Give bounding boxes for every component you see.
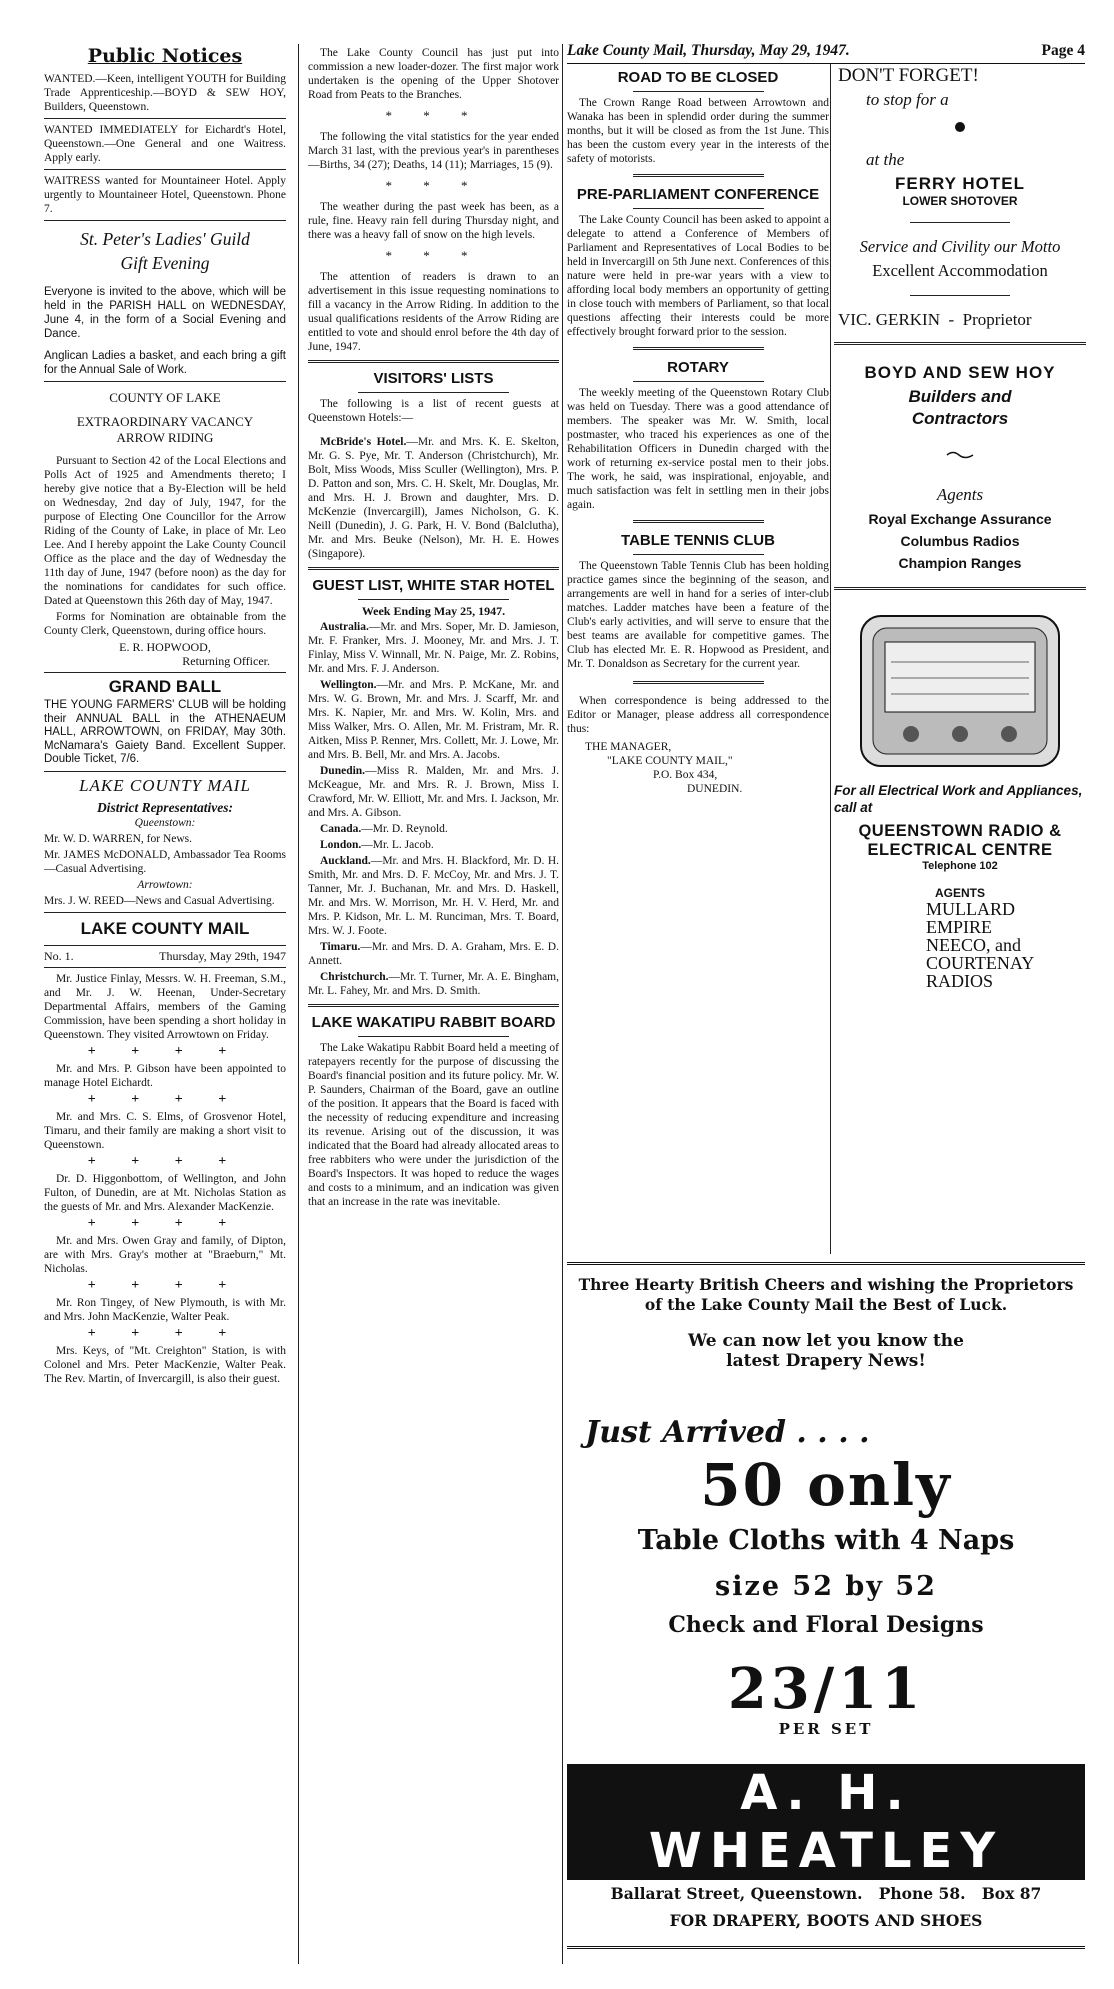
lcm-title: LAKE COUNTY MAIL [79,775,251,795]
divider [910,295,1011,296]
dont-forget: DON'T FORGET! [838,65,979,86]
address-line: DUNEDIN. [687,783,743,795]
separator-crosses: + + + + [87,1325,243,1341]
rabbit-board-heading: LAKE WAKATIPU RABBIT BOARD [311,1014,556,1031]
separator-stars: * * * [385,108,482,123]
notice-waitress: WAITRESS wanted for Mountaineer Hotel. Apply urgently to Mountaineer Hotel, Queenstown. Phone 7. [44,175,286,215]
agent-item: Columbus Radios [900,533,1020,549]
auckland-label: Auckland. [320,855,371,867]
divider [358,1036,509,1037]
divider [358,392,509,393]
brand-courtenay: COURTENAY [926,953,1035,973]
news-item: Mr. Justice Finlay, Messrs. W. H. Freeman, S.M., and Mr. J. W. Heenan, Under-Secretary Departmental Affairs, members of the Gaming Commission, have been spending a short holiday in Queenstown. They visited Arrowtown on Friday. [44,972,286,1041]
table-cloths: Table Cloths with 4 Naps [637,1525,1015,1556]
designs-text: Check and Floral Designs [668,1612,984,1638]
telephone: Telephone 102 [922,860,998,872]
visitors-lists-heading: VISITORS' LISTS [373,370,494,387]
christchurch-label: Christchurch. [320,971,389,983]
vacancy-forms: Forms for Nomination are obtainable from the County Clerk, Queenstown, during office hours. [44,611,286,637]
conference-heading: PRE-PARLIAMENT CONFERENCE [576,186,820,203]
london-guests: —Mr. L. Jacob. [361,839,434,851]
table-tennis-heading: TABLE TENNIS CLUB [621,532,775,549]
motto: Service and Civility our Motto [859,237,1061,256]
ferry-hotel: FERRY HOTEL [894,174,1025,193]
news-item: Dr. D. Higgonbottom, of Wellington, and John Fulton, of Dunedin, are at Mt. Nicholas Station as the guests of Mr. and Mrs. Alexander MacKenzie. [44,1172,286,1213]
address-line: THE MANAGER, [585,741,672,753]
divider [44,912,286,913]
weather-item: The weather during the past week has been, as a rule, fine. Heavy rain fell during Thursday night, and there was a heavy fall of snow on the high levels. [308,201,559,241]
brand-radios: RADIOS [926,971,994,990]
canada-label: Canada. [320,823,362,835]
issue-date: Thursday, May 29th, 1947 [159,948,286,963]
dunedin-label: Dunedin. [320,765,366,777]
returning-officer-title: Returning Officer. [182,654,270,668]
wheatley-banner: A. H. WHEATLEY [567,1764,1085,1880]
district-reps-heading: District Representatives: [96,799,234,815]
page-number: Page 4 [1041,42,1085,59]
wellington-label: Wellington. [320,679,377,691]
per-set: PER SET [778,1720,874,1738]
arrowtown-label: Arrowtown: [137,878,193,891]
stop-for: to stop for a [866,90,949,109]
address-line: P.O. Box 434, [653,769,718,781]
divider [834,587,1086,590]
column-2 [308,44,559,1211]
issue-number: No. 1. [44,948,74,963]
divider [358,599,509,600]
dunedin-guests: —Miss R. Malden, Mr. and Mrs. J. McKeague, Mr. and Mrs. R. J. Brown, Miss I. Crawford, Mr. W. Elliott, Mr. and Mrs. I. Jackson, Mr. and Mrs. A. Gibson. [308,765,559,819]
agent-item: Royal Exchange Assurance [868,511,1052,527]
guild-text: Everyone is invited to the above, which will be held in the PARISH HALL on WEDNESDAY, June 4, in the form of a Social Evening and Dance. [44,286,286,340]
brand-empire: EMPIRE [926,917,993,937]
notice-wanted-youth: WANTED.—Keen, intelligent YOUTH for Building Trade Apprenticeship.—BOYD & SEW HOY, Builders, Queenstown. [44,73,286,113]
separator-crosses: + + + + [87,1043,243,1059]
divider [308,360,559,363]
bullet-icon [834,120,1086,138]
news-item: Mr. Ron Tingey, of New Plymouth, is with Mr. and Mrs. John MacKenzie, Walter Peak. [44,1296,286,1323]
column-rule [830,64,831,1254]
rotary-text: The weekly meeting of the Queenstown Rotary Club was held on Tuesday. There was a good attendance of members. The speaker was Mr. W. Smith, local postmaster, who traced his experiences as one of the Rehabilitation Officers in Dunedin charged with the work of returning ex-service postal men to their jobs. The work, he said, was inspirational, enjoyable, and much satisfaction was felt in settling men in their jobs again. [567,387,829,511]
separator-crosses: + + + + [87,1277,243,1293]
proprietor: VIC. GERKIN - Proprietor [838,310,1032,329]
divider [633,681,764,684]
drapery-news-line1: We can now let you know the [688,1331,964,1351]
lower-shotover: LOWER SHOTOVER [902,194,1018,208]
rep-reed: Mrs. J. W. REED—News and Casual Advertising. [44,894,275,907]
divider [834,342,1086,345]
drapery-advertisement [567,1262,1085,1949]
conference-text: The Lake County Council has been asked to appoint a delegate to attend a Conference of Members of Parliament and Representatives of Local Bodies to be held in Invercargill on 5th June next. Conferences of this nature were held in pre-war years with a view to affording local body members an opportunity of getting in close touch with members of Parliament, so that local questions affecting their interests could be more effectively brought forward prior to the session. [567,214,829,338]
divider [567,1946,1085,1949]
wellington-guests: —Mr. and Mrs. P. McKane, Mr. and Mrs. W. G. Brown, Mr. and Mrs. J. Scarff, Mr. and Mrs. K. Napier, Mr. and Mrs. W. Kolin, Mrs. and Miss Walker, Mrs. O. Allen, Mr. M. Fristram, Mr. R. Aitken, Miss P. Renner, Mrs. Collett, Mr. J. Lowe, Mr. and Mrs. B. Bell, Mr. and Mrs. A. Jacobs. [308,679,559,761]
divider [633,174,764,177]
queenstown-label: Queenstown: [134,816,196,829]
store-name-line1: QUEENSTOWN RADIO & [858,822,1062,840]
week-ending: Week Ending May 25, 1947. [361,604,506,618]
london-label: London. [320,839,362,851]
separator-crosses: + + + + [87,1091,243,1107]
rabbit-board-text: The Lake Wakatipu Rabbit Board held a meeting of ratepayers recently for the purpose of discussing the Board's financial position and its future policy. Mr. W. P. Saunders, Chairman of the Board, gave an outline of the position. It appears that the Board is faced with the necessity of reducing expenditure and increasing its revenue. Arising out of the discussion, it was indicated that the Board had already allocated areas to free rabbiters who were under the jurisdiction of the Board's Inspectors. It was hoped to reduce the wages and costs to a minimum, and an indication was given that an increase in the rate was inevitable. [308,1042,559,1208]
public-notices-heading: Public Notices [87,45,243,67]
drapery-news-line2: latest Drapery News! [726,1351,926,1371]
vacancy-notice: Pursuant to Section 42 of the Local Elections and Polls Act of 1925 and Amendments thereto; I hereby give notice that a By-Election will be held on Wednesday, 2nd day of July, 1947, for the purpose of Electing One Councillor for the Arrow Riding of the County of Lake, in place of Mr. Leo Lee. And I hereby appoint the Lake County Council Office as the place and the day of Wednesday the 11th day of June, 1947 (before noon) as the day for the nominations for candidates for such office. Dated at Queenstown this 26th day of May, 1947. [44,455,286,607]
column-4 [834,64,1086,990]
news-item: Mrs. Keys, of "Mt. Creighton" Station, is with Colonel and Mrs. Peter MacKenzie, Walter Peak. The Rev. Martin, of Invercargill, is also their guest. [44,1344,286,1385]
drapery-footer: FOR DRAPERY, BOOTS AND SHOES [669,1911,983,1930]
notice-wanted-immediately: WANTED IMMEDIATELY for Eichardt's Hotel, Queenstown.—One General and one Waitress. Apply early. [44,124,286,164]
address-line: "LAKE COUNTY MAIL," [607,755,733,767]
issue-line [44,945,286,968]
fifty-only: 50 only [700,1451,952,1519]
column-rule [298,44,299,1964]
mcbride-guests: —Mr. and Mrs. K. E. Skelton, Mr. G. S. Pye, Mr. T. Anderson (Christchurch), Mr. Bolt, Miss Woods, Miss Sculler (Wellington), Mrs. P. D. Patton and son, Mrs. C. H. Skelt, Mr. Douglas, Mr. and Mrs. H. J. Brown and daughter, Mrs. D. McKenzie (Invercargill), James Nicholson, G. K. Neill (Dunedin), J. G. Park, H. V. Bond (Balclutha), Mr. and Mrs. Beuke (Nelson), Mr. H. E. Howes (Singapore). [308,436,559,560]
divider [567,1262,1085,1265]
guild-text-2: Anglican Ladies a basket, and each bring a gift for the Annual Sale of Work. [44,350,286,376]
divider [44,381,286,382]
timaru-guests: —Mr. and Mrs. D. A. Graham, Mrs. E. D. Annett. [308,941,559,967]
just-arrived: Just Arrived . . . . [585,1415,870,1450]
rep-mcdonald: Mr. JAMES McDONALD, Ambassador Tea Rooms—Casual Advertising. [44,848,286,875]
divider [633,554,764,555]
separator-crosses: + + + + [87,1215,243,1231]
brand-mullard: MULLARD [926,899,1015,919]
news-item: Mr. and Mrs. C. S. Elms, of Grosvenor Hotel, Timaru, and their family are making a short visit to Queenstown. [44,1110,286,1151]
canada-guests: —Mr. D. Reynold. [361,823,448,835]
divider [633,381,764,382]
grand-ball-text: THE YOUNG FARMERS' CLUB will be holding their ANNUAL BALL in the ATHENAEUM HALL, ARROWTOWN, on FRIDAY, May 30th. McNamara's Gaiety Band. Excellent Supper. Double Ticket, 7/6. [44,699,286,765]
arrow-riding-item: The attention of readers is drawn to an advertisement in this issue requesting nominations to fill a vacancy in the Arrow Riding. In addition to the usual qualifications residents of the Arrow Riding are entitled to vote and should enrol before the 4th day of June, 1947. [308,271,559,353]
divider [633,520,764,523]
divider [44,118,286,119]
electrical-text: For all Electrical Work and Appliances, call at [834,783,1083,815]
vacancy-subheading: ARROW RIDING [116,430,214,445]
divider [633,91,764,92]
road-closed-text: The Crown Range Road between Arrowtown and Wanaka has been in splendid order during the summer months, but it will be closed as from the 1st June. This has been the custom every year in the interests of the safety of motorists. [567,97,829,165]
divider [308,1004,559,1007]
divider [44,220,286,221]
vacancy-heading: EXTRAORDINARY VACANCY [76,414,254,429]
divider [44,169,286,170]
builders: Builders and [908,387,1012,406]
table-tennis-text: The Queenstown Table Tennis Club has been holding practice games since the beginning of the season, and arrangements are well in hand for a series of inter-club matches. Ladder matches have been a feature of the Club's early activities, and will serve to ensure that the best teams are available for competitive games. The Club has elected Mr. E. R. Hopwood as President, and Mr. T. Donaldson as Secretary for the current year. [567,560,829,670]
store-name-line2: ELECTRICAL CENTRE [867,841,1053,859]
guest-list-heading: GUEST LIST, WHITE STAR HOTEL [312,577,555,594]
vital-statistics-item: The following the vital statistics for the year ended March 31 last, with the previous year's in parentheses—Births, 34 (27); Deaths, 14 (11); Marriages, 15 (9). [308,131,559,171]
price: 23/11 [727,1656,925,1722]
divider [308,567,559,570]
separator-stars: * * * [385,178,482,193]
rotary-heading: ROTARY [667,359,729,376]
loader-dozer-item: The Lake County Council has just put into commission a new loader-dozer. The first major work undertaken is the opening of the Upper Shotover Road from Peats to the Branches. [308,47,559,101]
radio-image [834,606,1086,776]
australia-guests: —Mr. and Mrs. Soper, Mr. D. Jamieson, Mr. F. Franker, Mrs. J. Mooney, Mr. and Mrs. J. T. Finlay, Miss V. Winnall, Mr. N. Paige, Mr. Z. Robins, Mr. and Mrs. F. J. Anderson. [308,621,559,675]
road-closed-heading: ROAD TO BE CLOSED [617,69,779,86]
ornament-icon [834,447,1086,465]
correspondence-text: When correspondence is being addressed to the Editor or Manager, please address all correspondence thus: [567,695,829,735]
guild-title: St. Peter's Ladies' Guild [80,229,250,249]
agents-heading: Agents [936,485,984,504]
size-text: size 52 by 52 [715,1571,937,1602]
australia-label: Australia. [320,621,369,633]
visitors-intro: The following is a list of recent guests at Queenstown Hotels:— [308,398,559,424]
boyd-sew-hoy: BOYD AND SEW HOY [864,363,1056,382]
news-item: Mr. and Mrs. Owen Gray and family, of Dipton, are with Mrs. Gray's mother at "Braeburn," Mt. Nicholas. [44,1234,286,1275]
county-heading: COUNTY OF LAKE [109,390,221,405]
agents-label: AGENTS [934,886,985,900]
separator-stars: * * * [385,248,482,263]
returning-officer-name: E. R. HOPWOOD, [119,640,211,654]
accommodation: Excellent Accommodation [872,261,1048,280]
rep-warren: Mr. W. D. WARREN, for News. [44,832,193,845]
divider [44,771,286,772]
mcbride-label: McBride's Hotel. [320,436,407,448]
column-1 [44,44,286,1388]
divider [910,222,1011,223]
christchurch-guests: —Mr. T. Turner, Mr. A. E. Bingham, Mr. L. Fahey, Mr. and Mrs. D. Smith. [308,971,559,997]
at-the: at the [866,150,905,169]
grand-ball-heading: GRAND BALL [108,677,222,696]
agent-item: Champion Ranges [898,555,1022,571]
guild-subtitle: Gift Evening [120,253,210,273]
masthead [567,42,1085,64]
masthead-title: Lake County Mail, Thursday, May 29, 1947. [567,42,850,59]
column-3 [567,64,829,796]
news-item: Mr. and Mrs. P. Gibson have been appointed to manage Hotel Eichardt. [44,1062,286,1089]
brand-neeco: NEECO, and [926,935,1021,955]
divider [633,208,764,209]
lcm-title-2: LAKE COUNTY MAIL [80,918,250,938]
timaru-label: Timaru. [320,941,361,953]
contractors: Contractors [911,409,1009,428]
separator-crosses: + + + + [87,1153,243,1169]
column-rule [562,44,563,1964]
divider [44,672,286,673]
divider [633,347,764,350]
auckland-guests: —Mr. and Mrs. H. Blackford, Mr. D. H. Smith, Mr. and Mrs. D. F. McCoy, Mr. and Mrs. J. T. Tanner, Mr. J. Buchanan, Mr. and Mrs. D. Haskell, Mr. and Mrs. W. Morrison, Mr. H. V. Herd, Mr. and Mrs. P. Kidson, Mr. L. M. Runciman, Mrs. T. Board, Mrs. W. J. Foote. [308,855,559,937]
cheers-text: Three Hearty British Cheers and wishing the Proprietors of the Lake County Mail the Best of Luck. [578,1275,1074,1314]
store-address: Ballarat Street, Queenstown. Phone 58. Box 87 [610,1884,1042,1903]
